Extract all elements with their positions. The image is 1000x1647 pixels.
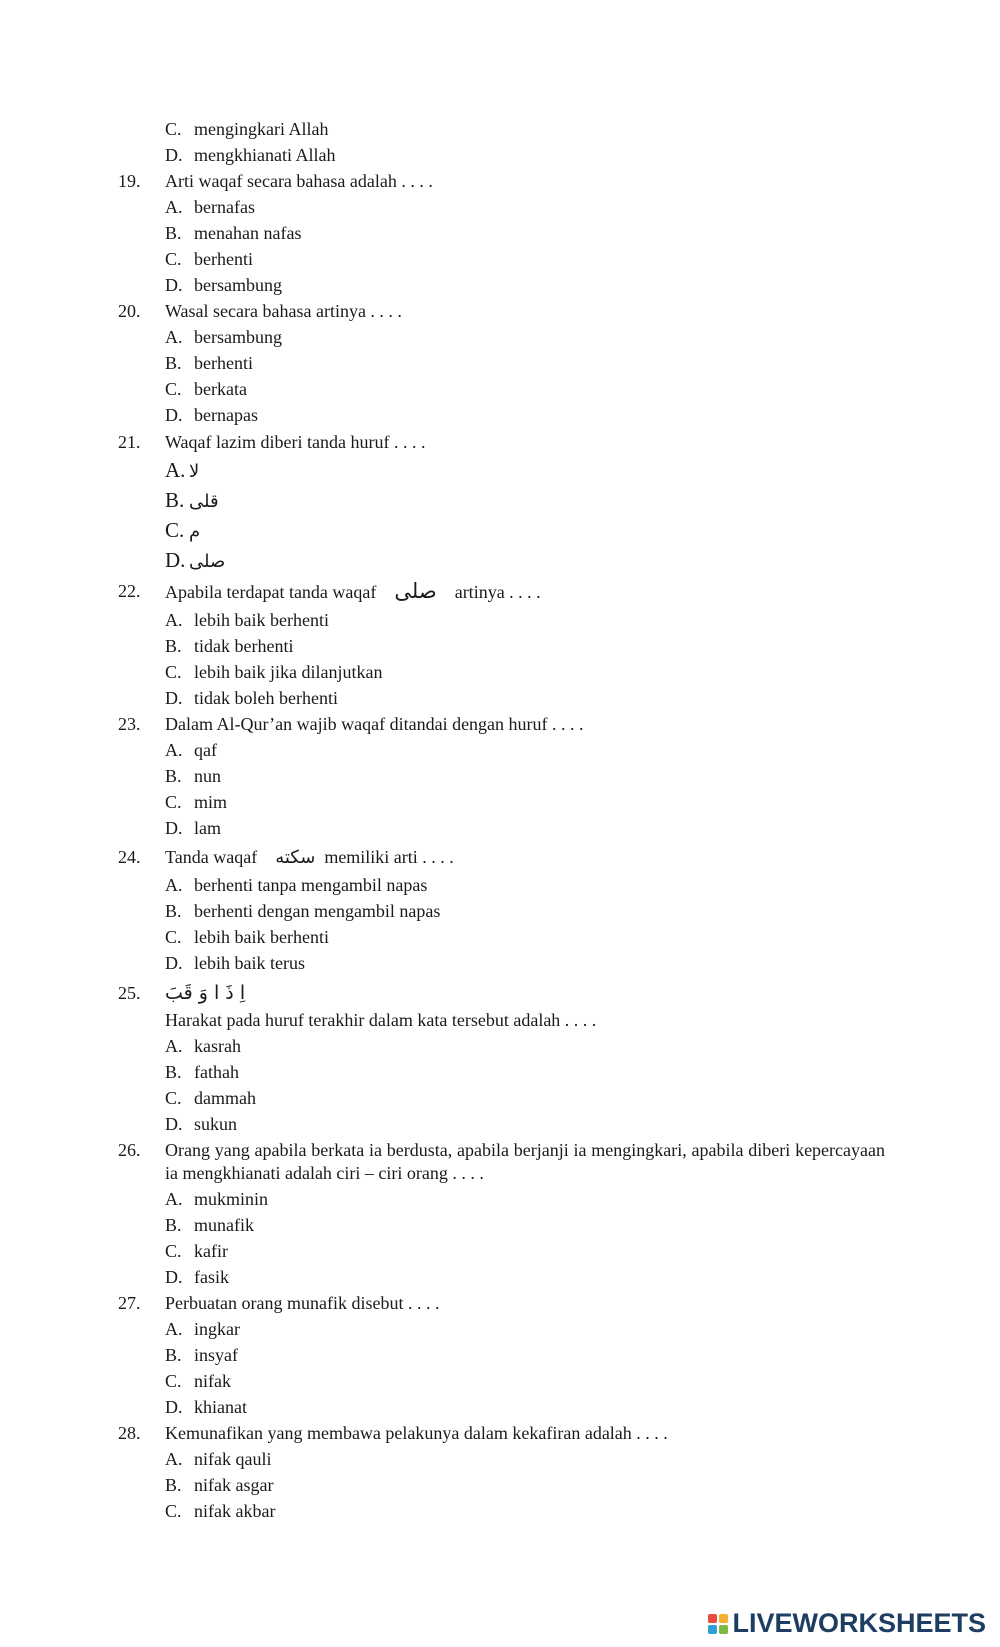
option-b[interactable]: B. insyaf xyxy=(165,1345,238,1365)
waqaf-sign: سكته xyxy=(275,847,316,868)
option-d[interactable]: D. khianat xyxy=(165,1397,247,1417)
option-b[interactable]: B. tidak berhenti xyxy=(165,636,294,656)
option-b[interactable]: B. berhenti xyxy=(165,353,253,373)
option-a[interactable]: A. ingkar xyxy=(165,1319,240,1339)
brand-grid-icon xyxy=(708,1614,728,1634)
option-b[interactable]: B. berhenti dengan mengambil napas xyxy=(165,901,441,921)
option-c[interactable]: C. nifak akbar xyxy=(165,1501,276,1521)
option-d[interactable]: D. lam xyxy=(165,818,221,838)
option-d[interactable]: D. tidak boleh berhenti xyxy=(165,688,338,708)
option-c[interactable]: C. lebih baik jika dilanjutkan xyxy=(165,662,383,682)
option-c[interactable]: C. dammah xyxy=(165,1088,256,1108)
option-c[interactable]: C. lebih baik berhenti xyxy=(165,927,329,947)
option-c[interactable]: C. م xyxy=(165,518,201,542)
option-b[interactable]: B. nun xyxy=(165,766,221,786)
option-c[interactable]: C. kafir xyxy=(165,1241,228,1261)
option-a[interactable]: A. qaf xyxy=(165,740,217,760)
worksheet-page: C. mengingkari Allah D. mengkhianati Allah 19. Arti waqaf secara bahasa adalah . . . . A. bernafas B. menahan nafas C. berhenti D. bersambung 20. Wasal secara bahasa artinya . . . . A. bersambung B. berhenti C. berkata D. bernapas 21. Waqaf lazim diberi tanda huruf . . . . A. لا B. قلى C. م D. صلى 22. Apabila terdapat tanda waqaf صلى artinya . . . . A. lebih baik berhenti B. tidak berhenti C. lebih baik jika dilanjutkan D. tidak boleh berhenti 23. Dalam Al-Qur’an wajib waqaf ditandai dengan huruf . . . . A. qaf B. nun C. mim D. lam 24. Tanda waqaf سكته memiliki arti . . . . A. berhenti tanpa mengambil napas B. berhenti dengan mengambil napas C. lebih baik berhenti D. lebih baik terus 25. اِ ذَ ا وَ قَبَ Harakat pada huruf terakhir dalam kata tersebut adalah . . . . A. kasrah B. fathah C. dammah D. sukun 26. Orang yang apabila berkata ia berdusta, apabila berjanji ia mengingkari, apabila diberi kepercayaan ia mengkhianati adalah ciri – ciri orang . . . . A. mukminin B. munafik C. kafir D. fasik 27. Perbuatan orang munafik disebut . . . . A. ingkar B. insyaf C. nifak D. khianat 28. Kemunafikan yang membawa pelakunya dalam kekafiran adalah . . . . A. nifak qauli B. nifak asgar C. nifak akbar LIVEWORKSHEETS xyxy=(118,119,986,1638)
option-c[interactable]: C. mim xyxy=(165,792,228,812)
option-d[interactable]: D. sukun xyxy=(165,1114,238,1134)
option-b[interactable]: B. munafik xyxy=(165,1215,254,1235)
option-c[interactable]: C. berhenti xyxy=(165,249,253,269)
option-d[interactable]: D. lebih baik terus xyxy=(165,953,305,973)
option-b[interactable]: B. fathah xyxy=(165,1062,239,1082)
option-b[interactable]: B. menahan nafas xyxy=(165,223,302,243)
option-a[interactable]: A. bernafas xyxy=(165,197,255,217)
option-a[interactable]: A. lebih baik berhenti xyxy=(165,610,329,630)
option-a[interactable]: A. berhenti tanpa mengambil napas xyxy=(165,875,428,895)
option-a[interactable]: A. nifak qauli xyxy=(165,1449,272,1469)
option-c: C. mengingkari Allah xyxy=(165,119,329,139)
option-a[interactable]: A. لا xyxy=(165,458,200,482)
option-c[interactable]: C. berkata xyxy=(165,379,247,399)
option-d[interactable]: D. bersambung xyxy=(165,275,282,295)
arabic-word: اِ ذَ ا وَ قَبَ xyxy=(165,982,246,1004)
option-b[interactable]: B. nifak asgar xyxy=(165,1475,274,1495)
question-25-text: Harakat pada huruf terakhir dalam kata tersebut adalah . . . . xyxy=(165,1010,597,1030)
option-d[interactable]: D. fasik xyxy=(165,1267,229,1287)
option-d[interactable]: D. صلى xyxy=(165,548,226,572)
option-a[interactable]: A. kasrah xyxy=(165,1036,241,1056)
option-b[interactable]: B. قلى xyxy=(165,488,219,512)
liveworksheets-logo[interactable] xyxy=(708,1608,986,1639)
brand-name: LIVEWORKSHEETS xyxy=(732,1608,986,1638)
option-a[interactable]: A. mukminin xyxy=(165,1189,269,1209)
waqaf-sign: صلى xyxy=(394,579,437,603)
option-d[interactable]: D. bernapas xyxy=(165,405,258,425)
option-d: D. mengkhianati Allah xyxy=(165,145,336,165)
option-a[interactable]: A. bersambung xyxy=(165,327,282,347)
option-c[interactable]: C. nifak xyxy=(165,1371,231,1391)
